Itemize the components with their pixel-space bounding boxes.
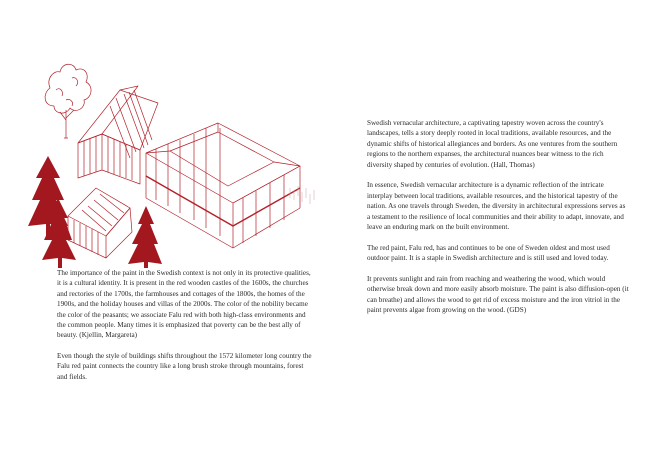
- right-page: [330, 0, 660, 467]
- courtyard-farm-icon: [146, 123, 300, 248]
- right-paragraph: It prevents sunlight and rain from reaching and weathering the wood, which would otherwise break down and more easily absorb moisture. The paint is also diffusion-open (it can breathe) and allows the wood to get rid of excess moisture and the iron vitriol in the paint prevents algae from growing on the wood. (GDS): [367, 275, 629, 315]
- spruce-tree-icon: [128, 206, 162, 268]
- field-marks-icon: [290, 186, 314, 204]
- left-paragraph: Even though the style of buildings shifts throughout the 1572 kilometer long country the Falu red paint connects the country like a long brush stroke through mountains, forest and fields.: [57, 351, 312, 381]
- farmstead-illustration: [28, 48, 328, 268]
- deciduous-tree-icon: [45, 64, 91, 138]
- right-paragraph: The red paint, Falu red, has and continues to be one of Sweden oldest and most used outdoor paint. It is a staple in Swedish architecture and is still used and loved today.: [367, 243, 610, 263]
- left-page-text: [57, 268, 315, 382]
- left-paragraph: The importance of the paint in the Swedish context is not only in its protective qualities, it is a cultural identity. It is present in the red wooden castles of the 1600s, the churches and rectories of the 1700s, the farmhouses and cottages of the 1800s, the homes of the 1900s, and the holiday houses and villas of the 2000s. The color of the nobility became the color of the peasants; we associate Falu red with both high-class environments and the common people. Many times it is emphasized that poverty can be the best ally of beauty. (Kjellin, Margareta): [57, 269, 311, 340]
- right-paragraph: In essence, Swedish vernacular architecture is a dynamic reflection of the intricate interplay between local traditions, available resources, and the historical tapestry of the nation. As one travels through Sweden, the diversity in architectural expressions serves as a testament to the resilience of local communities and their ability to adapt, innovate, and leave an enduring mark on the built environment.: [367, 181, 626, 232]
- right-page-text: [367, 118, 629, 316]
- cottage-building-icon: [68, 188, 132, 258]
- right-paragraph: Swedish vernacular architecture, a captivating tapestry woven across the country's landscapes, tells a story deeply rooted in local traditions, available resources, and the dynamic shifts of historical allegiances and borders. As one ventures from the southern regions to the northern expanses, the architectural nuances bear witness to the rich diversity shaped by centuries of evolution. (Hall, Thomas): [367, 119, 618, 169]
